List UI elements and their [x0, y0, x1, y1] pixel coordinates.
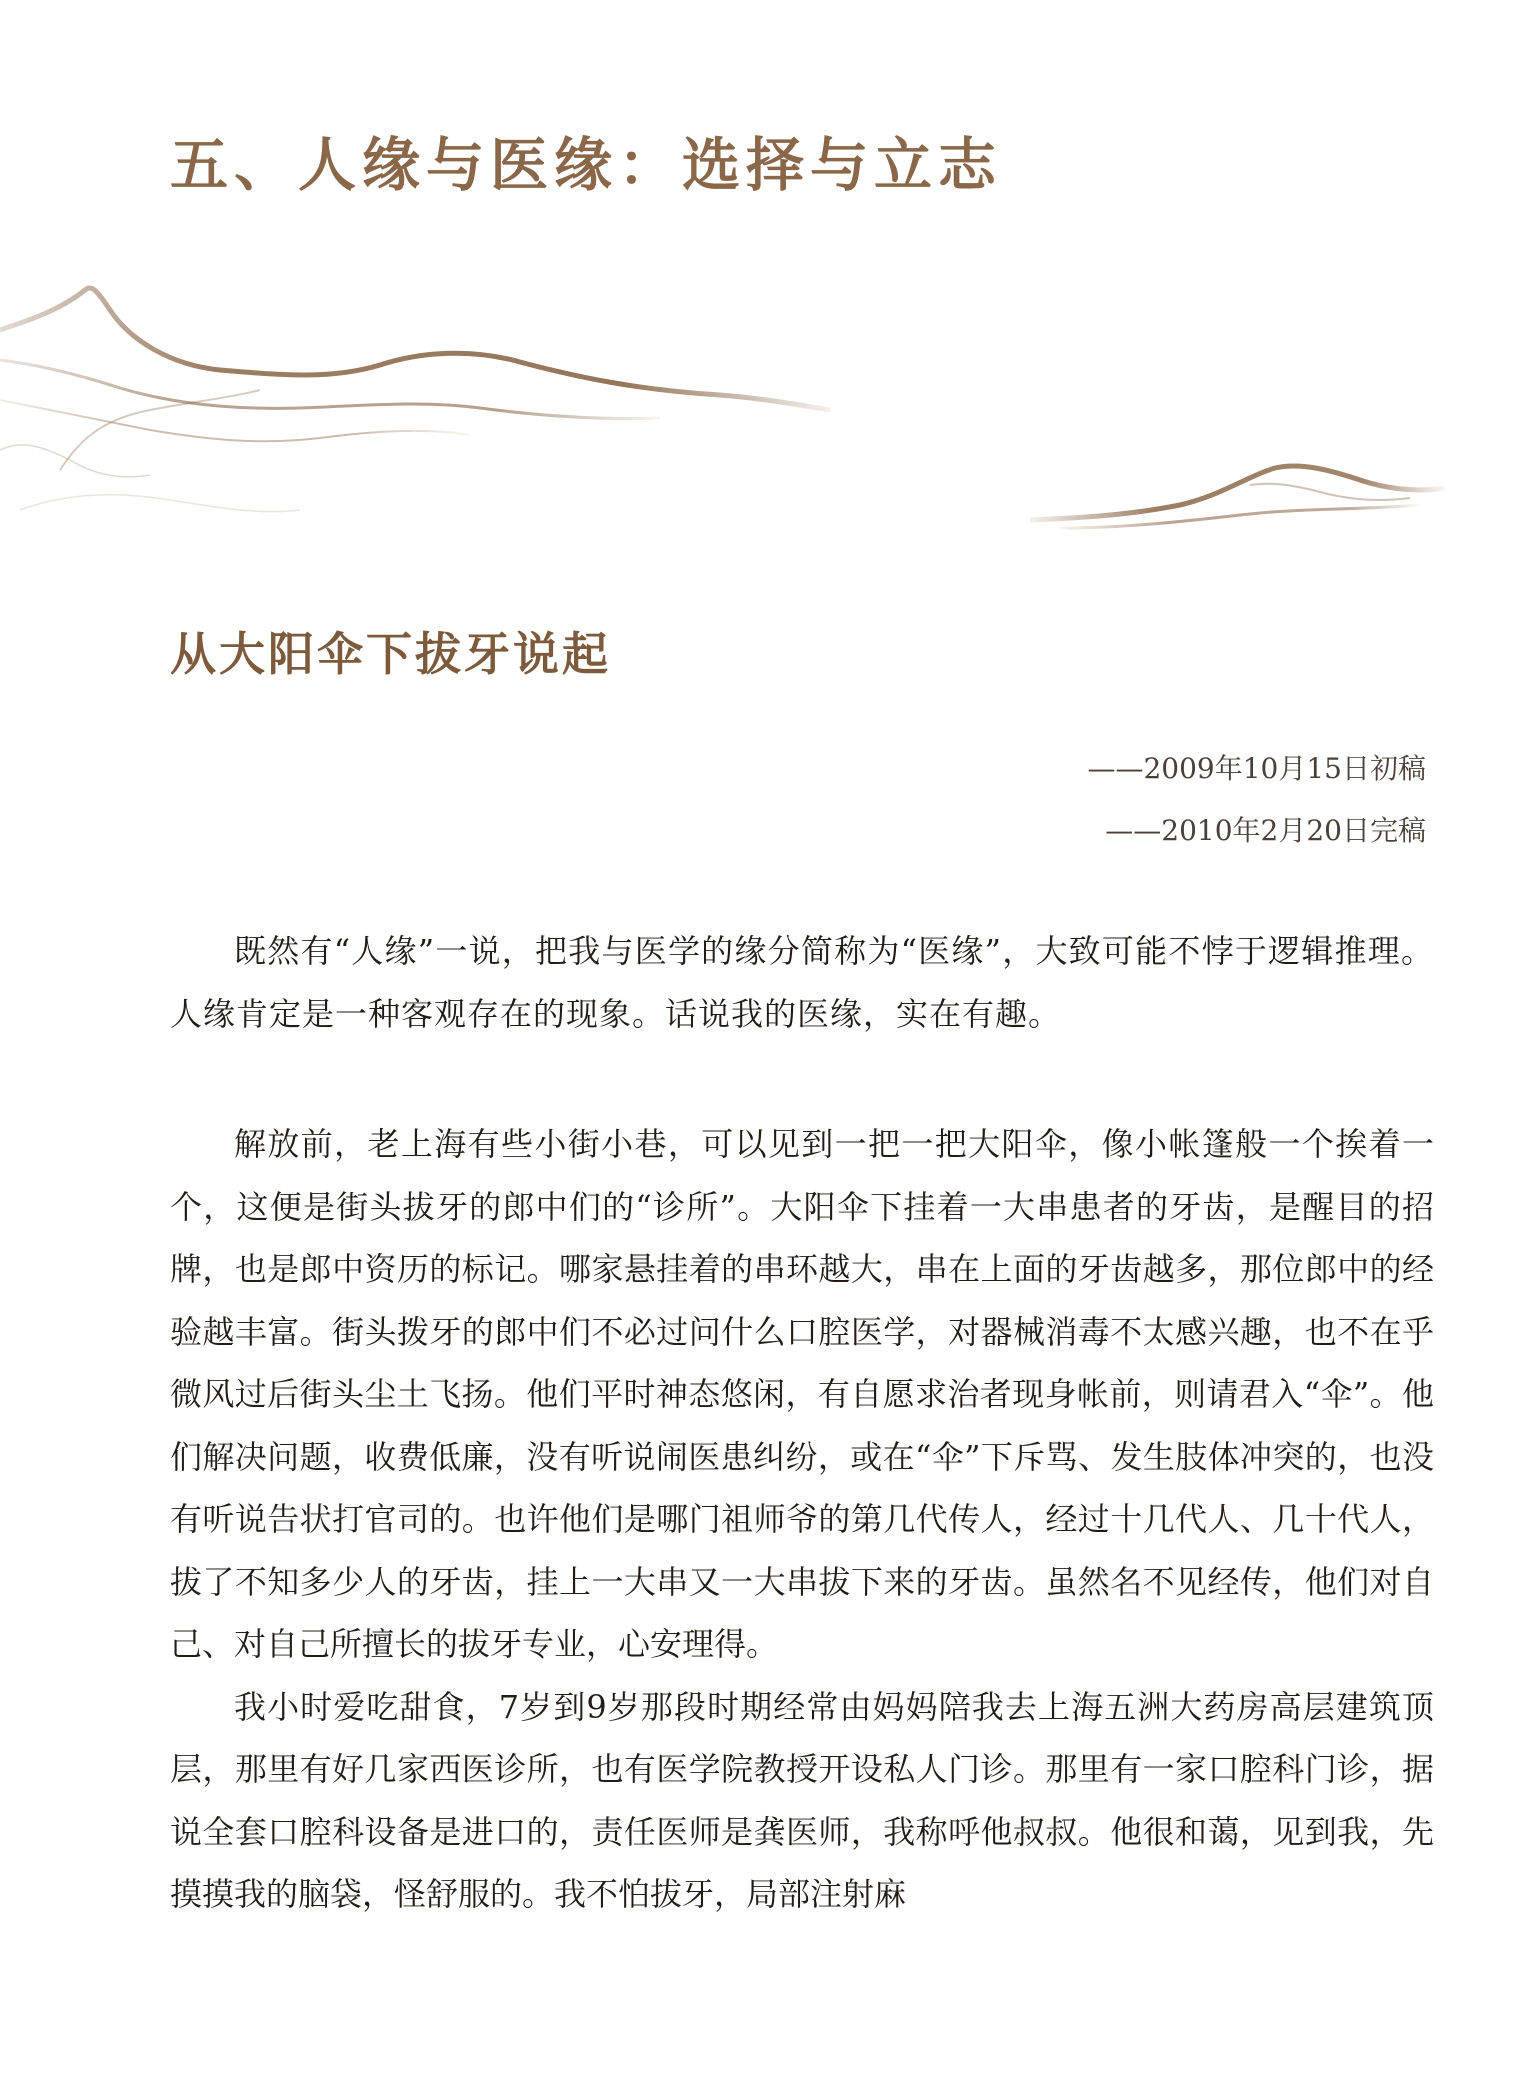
section-title: 从大阳伞下拔牙说起 — [170, 627, 611, 681]
paragraph: 既然有“人缘”一说，把我与医学的缘分简称为“医缘”，大致可能不悖于逻辑推理。人缘肯定是一种客观存在的现象。话说我的医缘，实在有趣。 — [170, 932, 1434, 1033]
draft-dates — [1087, 738, 1426, 862]
final-draft-date: ——2010年2月20日完稿 — [1105, 814, 1426, 847]
first-draft-date: ——2009年10月15日初稿 — [1087, 752, 1426, 785]
paragraph: 我小时爱吃甜食，7岁到9岁那段时期经常由妈妈陪我去上海五洲大药房高层建筑顶层，那里有好几家西医诊所，也有医学院教授开设私人门诊。那里有一家口腔科门诊，据说全套口腔科设备是进口的，责任医师是龚医师，我称呼他叔叔。他很和蔼，见到我，先摸摸我的脑袋，怪舒服的。我不怕拔牙，局部注射麻 — [170, 1687, 1434, 1913]
paragraph: 解放前，老上海有些小街小巷，可以见到一把一把大阳伞，像小帐篷般一个挨着一个，这便是街头拔牙的郎中们的“诊所”。大阳伞下挂着一大串患者的牙齿，是醒目的招牌，也是郎中资历的标记。哪家悬挂着的串环越大，串在上面的牙齿越多，那位郎中的经验越丰富。街头拨牙的郎中们不必过问什么口腔医学，对器械消毒不太感兴趣，也不在乎微风过后街头尘土飞扬。他们平时神态悠闲，有自愿求治者现身帐前，则请君入“伞”。他们解决问题，收费低廉，没有听说闹医患纠纷，或在“伞”下斥骂、发生肢体冲突的，也没有听说告状打官司的。也许他们是哪门祖师爷的第几代传人，经过十几代人、几十代人，拔了不知多少人的牙齿，挂上一大串又一大串拔下来的牙齿。虽然名不见经传，他们对自己、对自己所擅长的拔牙专业，心安理得。 — [170, 1125, 1434, 1663]
intro-paragraph — [170, 920, 1434, 1045]
main-text — [170, 1113, 1434, 1926]
chapter-title: 五、人缘与医缘：选择与立志 — [170, 131, 1003, 199]
ink-wash-landscape-illustration — [0, 270, 1536, 570]
